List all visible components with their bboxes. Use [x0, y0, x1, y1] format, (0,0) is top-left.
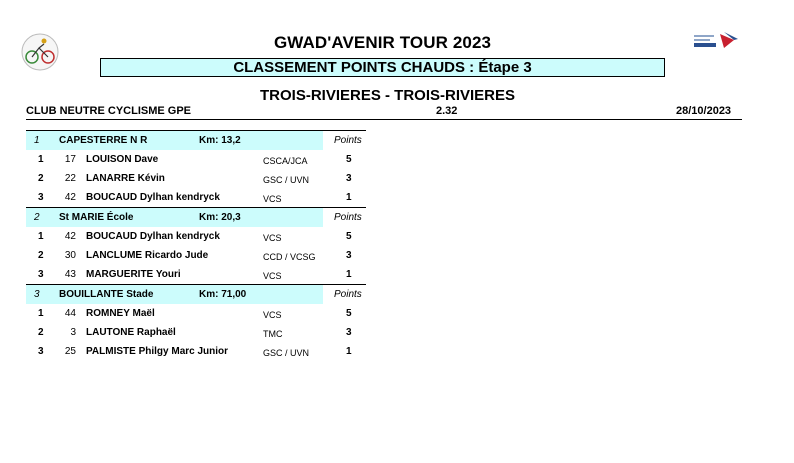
table-row [26, 342, 366, 361]
stage-route: TROIS-RIVIERES - TROIS-RIVIERES [259, 87, 516, 104]
rider-name: LANARRE Kévin [86, 173, 165, 184]
points: 3 [346, 327, 352, 338]
points-label: Points [334, 212, 362, 223]
points: 3 [346, 250, 352, 261]
rider-name: LOUISON Dave [86, 154, 159, 165]
table-row [26, 188, 366, 207]
rank: 2 [38, 327, 44, 338]
rider-name: LANCLUME Ricardo Jude [86, 250, 209, 261]
rider-name: MARGUERITE Youri [86, 269, 181, 280]
rank: 1 [38, 154, 44, 165]
rank: 2 [38, 173, 44, 184]
team: VCS [263, 271, 282, 281]
race-date: 28/10/2023 [676, 105, 732, 117]
points-label: Points [334, 135, 362, 146]
table-row [26, 246, 366, 265]
team: CCD / VCSG [263, 252, 316, 262]
points: 1 [346, 346, 352, 357]
team: VCS [263, 194, 282, 204]
speed-value: 2.32 [436, 105, 458, 117]
sprint-sections [26, 130, 366, 361]
sprint-location: BOUILLANTE Stade [59, 289, 154, 300]
sprint-km: Km: 71,00 [199, 289, 247, 300]
rider-name: PALMISTE Philgy Marc Junior [86, 346, 229, 357]
table-row [26, 227, 366, 246]
points: 3 [346, 173, 352, 184]
bib-number: 25 [64, 346, 76, 357]
rider-name: BOUCAUD Dylhan kendryck [86, 231, 220, 242]
rank: 3 [38, 346, 44, 357]
team: CSCA/JCA [263, 156, 308, 166]
section-header [26, 207, 366, 227]
sprint-km: Km: 13,2 [199, 135, 241, 146]
bib-number: 42 [64, 192, 76, 203]
bib-number: 43 [64, 269, 76, 280]
table-row [26, 169, 366, 188]
bib-number: 22 [64, 173, 76, 184]
rank: 1 [38, 231, 44, 242]
classification-title: CLASSEMENT POINTS CHAUDS : Étape 3 [100, 58, 665, 77]
rank: 3 [38, 269, 44, 280]
points: 5 [346, 231, 352, 242]
bib-number: 42 [64, 231, 76, 242]
rank: 3 [38, 192, 44, 203]
section-header [26, 130, 366, 150]
team: GSC / UVN [263, 348, 310, 358]
sprint-number: 1 [34, 135, 40, 146]
table-row [26, 150, 366, 169]
table-row [26, 304, 366, 323]
points-label: Points [334, 289, 362, 300]
rider-name: BOUCAUD Dylhan kendryck [86, 192, 220, 203]
points: 1 [346, 269, 352, 280]
points: 5 [346, 154, 352, 165]
sprint-section [26, 284, 366, 361]
team: GSC / UVN [263, 175, 310, 185]
points: 5 [346, 308, 352, 319]
rider-name: ROMNEY Maël [86, 308, 155, 319]
bib-number: 3 [70, 327, 76, 338]
rank: 1 [38, 308, 44, 319]
rider-name: LAUTONE Raphaël [86, 327, 176, 338]
section-header [26, 284, 366, 304]
bib-number: 44 [64, 308, 76, 319]
bib-number: 30 [64, 250, 76, 261]
sprint-section [26, 207, 366, 284]
page-title: GWAD'AVENIR TOUR 2023 [273, 33, 492, 52]
sprint-number: 3 [34, 289, 40, 300]
club-name: CLUB NEUTRE CYCLISME GPE [26, 105, 192, 117]
team: VCS [263, 233, 282, 243]
sprint-section [26, 130, 366, 207]
header-divider [26, 119, 742, 120]
table-row [26, 265, 366, 284]
team: VCS [263, 310, 282, 320]
sprint-number: 2 [34, 212, 40, 223]
rank: 2 [38, 250, 44, 261]
sprint-location: CAPESTERRE N R [59, 135, 148, 146]
bib-number: 17 [64, 154, 76, 165]
sprint-location: St MARIE École [59, 212, 134, 223]
sprint-km: Km: 20,3 [199, 212, 241, 223]
team: TMC [263, 329, 283, 339]
table-row [26, 323, 366, 342]
points: 1 [346, 192, 352, 203]
